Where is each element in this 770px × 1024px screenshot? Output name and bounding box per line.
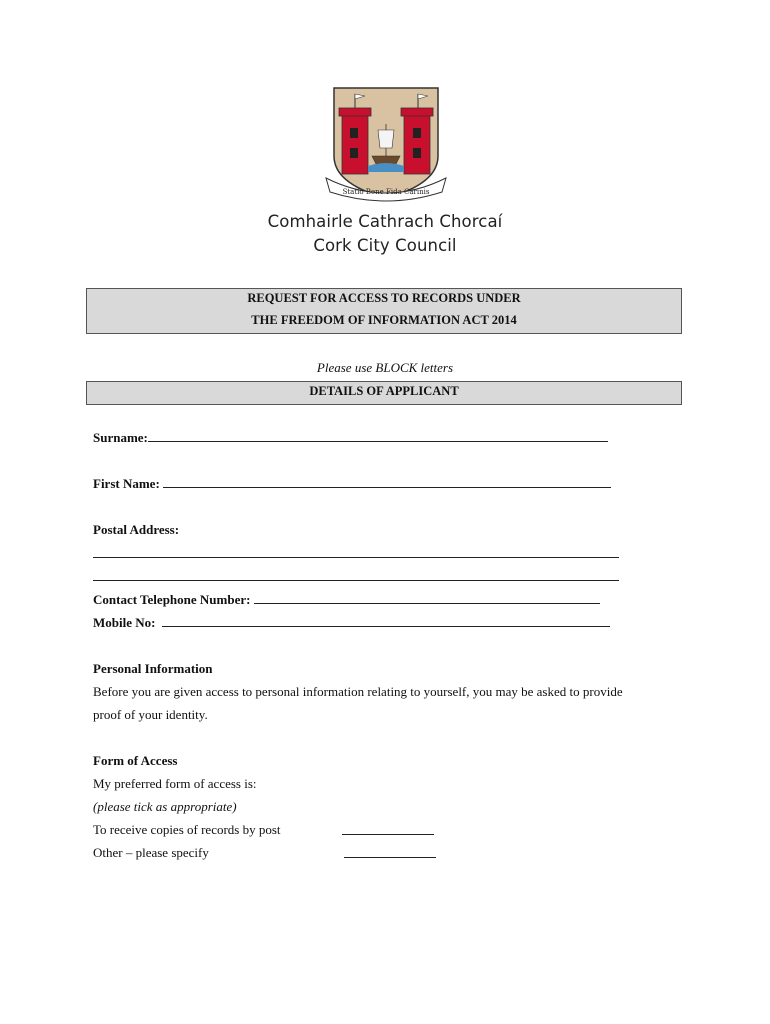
section-heading-applicant: DETAILS OF APPLICANT <box>86 381 682 405</box>
cork-city-crest <box>322 86 450 208</box>
first-name-label: First Name: <box>93 476 160 491</box>
form-title-line1: REQUEST FOR ACCESS TO RECORDS UNDER <box>247 291 521 305</box>
tick-note: (please tick as appropriate) <box>93 799 237 814</box>
postal-address-line-2[interactable] <box>93 580 619 581</box>
council-name-english: Cork City Council <box>313 236 457 255</box>
option-other-tick-field[interactable] <box>344 857 436 858</box>
form-of-access-heading: Form of Access <box>93 753 178 768</box>
contact-phone-field[interactable] <box>254 593 600 604</box>
council-name-irish: Comhairle Cathrach Chorcaí <box>267 212 503 231</box>
contact-phone-label: Contact Telephone Number: <box>93 592 251 607</box>
postal-address-label: Postal Address: <box>93 522 180 537</box>
mobile-label: Mobile No: <box>93 615 156 630</box>
surname-field[interactable] <box>148 431 608 442</box>
option-other-label: Other – please specify <box>93 845 209 860</box>
personal-info-text-2: proof of your identity. <box>93 707 208 722</box>
preferred-form-text: My preferred form of access is: <box>93 776 257 791</box>
first-name-field[interactable] <box>163 477 611 488</box>
crest-motto: Statio Bene Fida Carinis <box>342 188 430 196</box>
surname-row <box>93 430 608 446</box>
mobile-row <box>93 615 610 631</box>
personal-info-text-1: Before you are given access to personal information relating to yourself, you may be asked to provide <box>93 684 623 699</box>
block-letters-instruction: Please use BLOCK letters <box>316 360 454 375</box>
first-name-row <box>93 476 611 492</box>
mobile-field[interactable] <box>162 616 610 627</box>
contact-phone-row <box>93 592 600 608</box>
personal-info-heading: Personal Information <box>93 661 213 676</box>
surname-label: Surname: <box>93 430 148 445</box>
form-title-line2: THE FREEDOM OF INFORMATION ACT 2014 <box>251 313 517 327</box>
postal-address-line-1[interactable] <box>93 557 619 558</box>
option-post-label: To receive copies of records by post <box>93 822 281 837</box>
option-post-tick-field[interactable] <box>342 834 434 835</box>
form-title-box <box>86 288 682 334</box>
